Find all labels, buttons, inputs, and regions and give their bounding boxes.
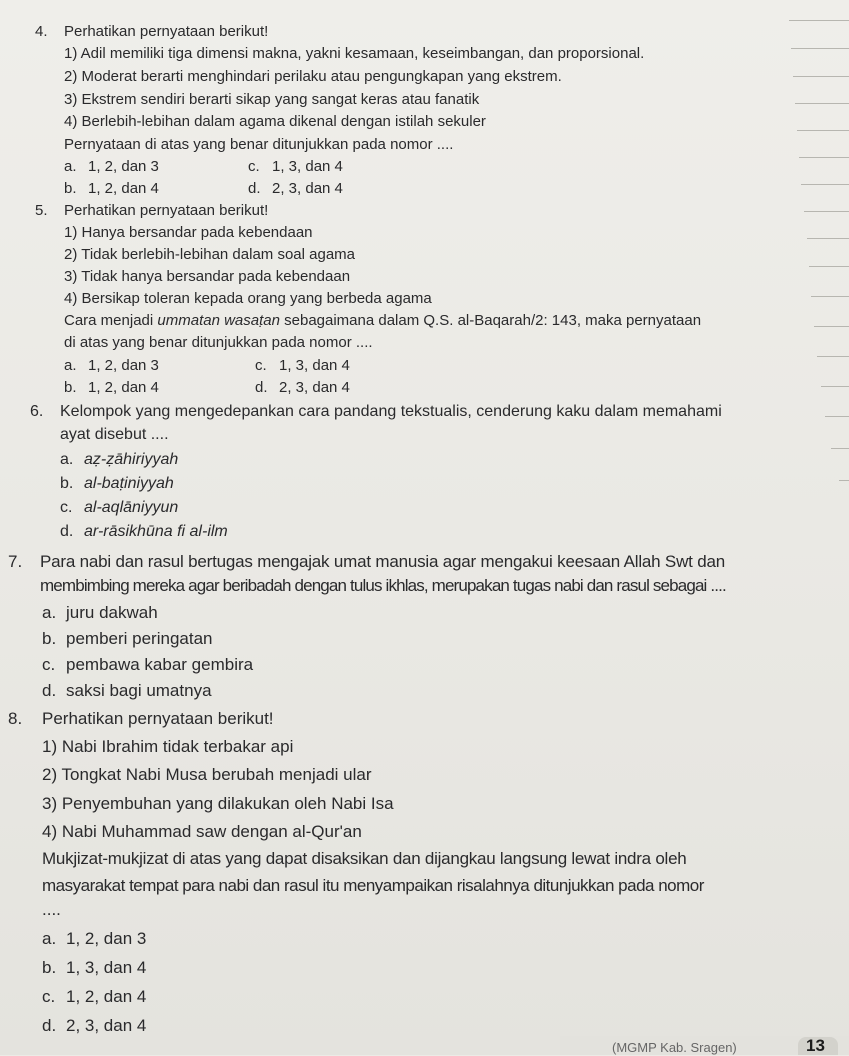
option-letter: d. [42,681,57,700]
option-a[interactable] [42,929,146,949]
option-c[interactable] [255,357,350,374]
option-letter: a. [60,451,74,468]
option-d[interactable] [42,1016,146,1036]
question-text: masyarakat tempat para nabi dan rasul itu menyampaikan risalahnya ditunjukkan pada nomor [42,876,704,895]
option-text: 1, 3, dan 4 [272,158,343,175]
option-c[interactable] [248,158,343,175]
question-text: membimbing mereka agar beribadah dengan tulus ikhlas, merupakan tugas nabi dan rasul sebagai .... [40,576,726,595]
option-b[interactable] [64,379,159,396]
option-text: al-baṭiniyyah [84,475,174,492]
option-a[interactable] [42,603,158,623]
question-number: 6. [30,403,44,420]
publisher-label: (MGMP Kab. Sragen) [612,1040,737,1055]
ruled-line [821,386,849,387]
option-d[interactable] [60,523,228,541]
option-text: 1, 2, dan 4 [88,180,159,197]
option-text: pembawa kabar gembira [66,655,254,674]
option-text: 1, 2, dan 3 [88,158,159,175]
question-text: ayat disebut .... [60,426,169,443]
option-c[interactable] [42,655,253,675]
ruled-line [793,76,849,77]
statement: 3) Ekstrem sendiri berarti sikap yang sangat keras atau fanatik [64,91,480,108]
option-text: pemberi peringatan [66,629,213,648]
option-letter: a. [42,929,57,948]
question-stem: Perhatikan pernyataan berikut! [64,202,269,219]
ruled-line [831,448,849,449]
question-term: ummatan wasaṭan [157,312,280,329]
option-letter: b. [42,629,57,648]
option-letter: c. [42,987,56,1006]
option-text: al-aqlāniyyun [84,499,179,516]
option-d[interactable] [255,379,350,396]
statement: 1) Nabi Ibrahim tidak terbakar api [42,737,294,756]
option-b[interactable] [42,958,146,978]
option-text: 1, 3, dan 4 [279,357,350,374]
ruled-line [839,480,849,481]
option-d[interactable] [42,681,212,701]
option-c[interactable] [42,987,146,1007]
option-letter: a. [42,603,57,622]
statement: 2) Tidak berlebih-lebihan dalam soal agama [64,246,356,263]
question-text: Pernyataan di atas yang benar ditunjukkan pada nomor .... [64,136,454,153]
statement: 4) Bersikap toleran kepada orang yang berbeda agama [64,290,432,307]
question-text: Mukjizat-mukjizat di atas yang dapat disaksikan dan dijangkau langsung lewat indra oleh [42,849,687,868]
option-a[interactable] [64,158,159,175]
option-text: juru dakwah [66,603,158,622]
statement: 3) Penyembuhan yang dilakukan oleh Nabi Isa [42,794,394,813]
statement: 4) Berlebih-lebihan dalam agama dikenal dengan istilah sekuler [64,113,486,130]
statement: 2) Tongkat Nabi Musa berubah menjadi ular [42,765,372,784]
statement: 4) Nabi Muhammad saw dengan al-Qur'an [42,822,362,841]
option-text: 1, 3, dan 4 [66,958,147,977]
option-letter: c. [42,655,56,674]
ruled-line [814,326,849,327]
option-text: 2, 3, dan 4 [272,180,343,197]
option-letter: c. [60,499,73,516]
ruled-line [809,266,849,267]
question-text: Kelompok yang mengedepankan cara pandang tekstualis, cenderung kaku dalam memahami [60,403,722,420]
option-d[interactable] [248,180,343,197]
option-letter: a. [64,158,77,175]
ruled-line [801,184,849,185]
ruled-line [789,20,849,21]
ruled-line [795,103,849,104]
statement: 3) Tidak hanya bersandar pada kebendaan [64,268,351,285]
page-number: 13 [806,1036,825,1055]
option-text: 1, 2, dan 4 [66,987,147,1006]
question-text: di atas yang benar ditunjukkan pada nomor .... [64,334,373,351]
option-letter: a. [64,357,77,374]
statement: 1) Adil memiliki tiga dimensi makna, yakni kesamaan, keseimbangan, dan proporsional. [64,45,645,62]
ruled-line [799,157,849,158]
statement: 2) Moderat berarti menghindari perilaku atau pengungkapan yang ekstrem. [64,68,562,85]
option-letter: d. [60,523,74,540]
ruled-line [807,238,849,239]
ruled-line [825,416,849,417]
option-text: 2, 3, dan 4 [66,1016,147,1035]
ruled-line [797,130,849,131]
option-b[interactable] [64,180,159,197]
question-text [64,312,701,329]
ruled-line [817,356,849,357]
question-stem: Perhatikan pernyataan berikut! [42,709,274,728]
question-stem: Perhatikan pernyataan berikut! [64,23,269,40]
option-c[interactable] [60,499,178,517]
ruled-line [811,296,849,297]
question-number: 5. [35,202,48,219]
ruled-line [791,48,849,49]
option-text: 2, 3, dan 4 [279,379,350,396]
option-a[interactable] [64,357,159,374]
option-letter: b. [42,958,57,977]
option-letter: c. [255,357,267,374]
option-a[interactable] [60,451,178,469]
question-text-post: sebagaimana dalam Q.S. al-Baqarah/2: 143, maka pernyataan [279,312,702,329]
option-letter: b. [64,379,77,396]
question-text: Para nabi dan rasul bertugas mengajak umat manusia agar mengakui keesaan Allah Swt dan [40,552,725,571]
question-number: 7. [8,552,23,571]
option-b[interactable] [42,629,212,649]
option-letter: d. [42,1016,57,1035]
question-text-pre: Cara menjadi [64,312,158,329]
option-text: 1, 2, dan 3 [88,357,159,374]
option-letter: d. [255,379,268,396]
option-text: 1, 2, dan 3 [66,929,147,948]
option-letter: b. [60,475,74,492]
option-text: ar-rāsikhūna fi al-ilm [84,523,228,540]
option-text: saksi bagi umatnya [66,681,212,700]
question-number: 8. [8,709,23,728]
statement: 1) Hanya bersandar pada kebendaan [64,224,313,241]
option-letter: b. [64,180,77,197]
option-text: aẓ-ẓāhiriyyah [84,451,179,468]
option-text: 1, 2, dan 4 [88,379,159,396]
option-letter: d. [248,180,261,197]
ruled-line [804,211,849,212]
question-number: 4. [35,23,48,40]
option-b[interactable] [60,475,174,493]
question-text: .... [42,900,61,919]
option-letter: c. [248,158,260,175]
